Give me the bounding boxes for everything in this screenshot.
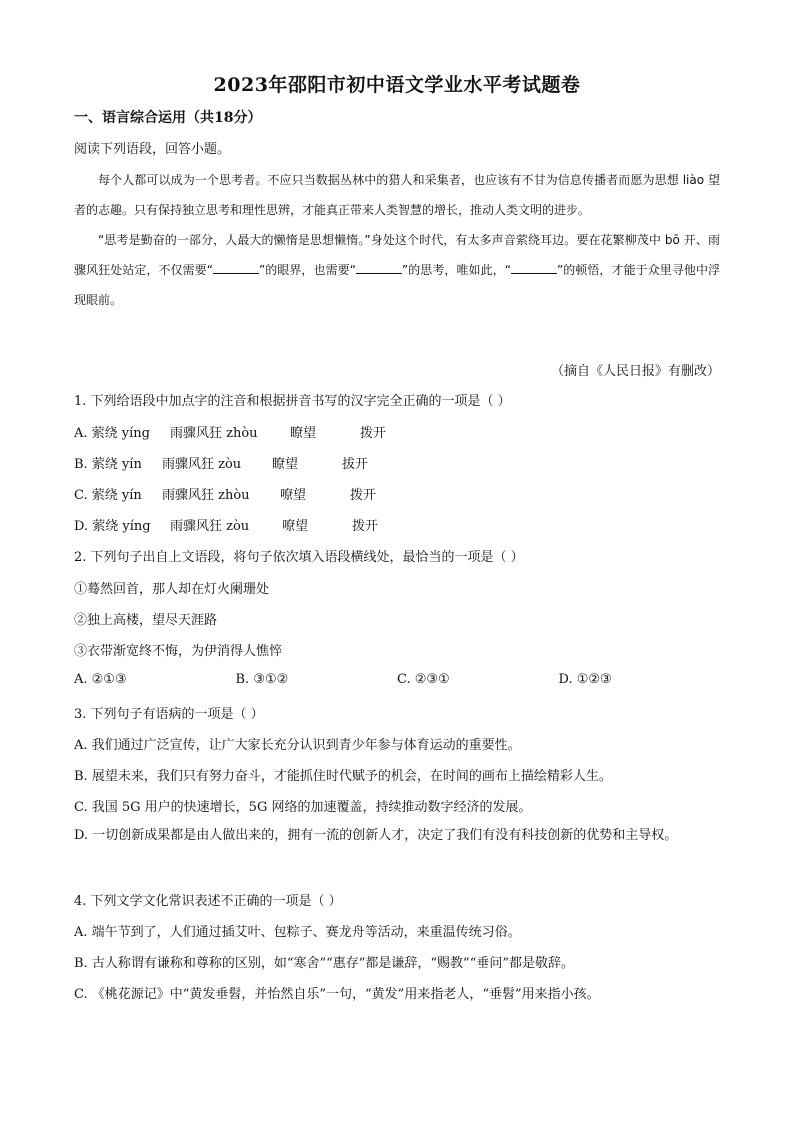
question-4-option-b: B. 古人称谓有谦称和尊称的区别，如“寒舍”“惠存”都是谦辞，“赐教”“垂问”都是敬辞。 xyxy=(74,956,574,971)
blank-line xyxy=(213,261,259,274)
option-c: C. ②③① xyxy=(397,672,450,687)
question-3-option-b: B. 展望未来，我们只有努力奋斗，才能抓住时代赋予的机会，在时间的画布上描绘精彩人生。 xyxy=(74,769,612,784)
question-2-line-3: ③衣带渐宽终不悔，为伊消得人憔悴 xyxy=(74,644,283,659)
question-4-stem: 4. 下列文学文化常识表述不正确的一项是（ ） xyxy=(74,894,342,909)
question-4-option-a: A. 端午节到了，人们通过插艾叶、包粽子、赛龙舟等活动，来重温传统习俗。 xyxy=(74,925,521,940)
page-title: 2023年邵阳市初中语文学业水平考试题卷 xyxy=(213,74,581,96)
option-part: A. 萦绕 yíng xyxy=(74,426,150,441)
blank-line xyxy=(511,261,557,274)
passage-paragraph-1: 每个人都可以成为一个思考者。不应只当数据丛林中的猎人和采集者，也应该有不甘为信息传播者而愿为思想 liào 望者的志趣。只有保持独立思考和理性思辨，才能真正带来人类智慧的增长，推动人类文明的进步。 xyxy=(74,173,720,217)
option-part: 雨骤风狂 zhòu xyxy=(170,426,258,441)
passage-text: ”的眼界，也需要“ xyxy=(258,263,356,277)
option-part: D. 萦绕 yíng xyxy=(74,519,151,534)
option-part: 嘹望 xyxy=(282,519,309,534)
question-3-option-d: D. 一切创新成果都是由人做出来的，拥有一流的创新人才，决定了我们有没有科技创新的优势和主导权。 xyxy=(74,828,678,843)
intro-text: 阅读下列语段，回答小题。 xyxy=(74,142,231,157)
source-citation: （摘自《人民日报》有删改） xyxy=(550,364,720,379)
reading-passage xyxy=(74,165,720,315)
option-part: C. 萦绕 yín xyxy=(74,488,142,503)
question-3-stem: 3. 下列句子有语病的一项是（ ） xyxy=(74,707,264,722)
question-1-option-c xyxy=(74,484,400,503)
question-2-line-2: ②独上高楼，望尽天涯路 xyxy=(74,613,218,628)
option-part: 拨开 xyxy=(352,519,379,534)
question-3-option-c: C. 我国 5G 用户的快速增长，5G 网络的加速覆盖，持续推动数字经济的发展。 xyxy=(74,800,532,815)
option-part: 拨开 xyxy=(360,426,387,441)
passage-paragraph-2 xyxy=(74,225,720,315)
option-a: A. ②①③ xyxy=(74,672,127,687)
option-part: 雨骤风狂 zhòu xyxy=(162,488,250,503)
option-part: 瞭望 xyxy=(272,457,299,472)
option-b: B. ③①② xyxy=(235,672,289,687)
option-part: 雨骤风狂 zòu xyxy=(170,519,250,534)
option-part: B. 萦绕 yín xyxy=(74,457,142,472)
question-1-option-b xyxy=(74,453,392,472)
question-4-option-c: C. 《桃花源记》中“黄发垂髫，并怡然自乐”一句，“黄发”用来指老人，“垂髫”用来指小孩。 xyxy=(74,987,600,1002)
question-2-line-1: ①蓦然回首，那人却在灯火阑珊处 xyxy=(74,582,270,597)
question-2-options xyxy=(74,672,720,687)
section-heading: 一、语言综合运用（共18分） xyxy=(74,110,262,126)
option-part: 雨骤风狂 zòu xyxy=(162,457,242,472)
blank-line xyxy=(356,261,402,274)
option-part: 拔开 xyxy=(342,457,369,472)
passage-text: ”的顿悟，才能于众里寻他中浮现眼前。 xyxy=(74,263,721,307)
question-1-stem: 1. 下列给语段中加点字的注音和根据拼音书写的汉字完全正确的一项是（ ） xyxy=(74,394,511,409)
option-part: 嘹望 xyxy=(280,488,307,503)
passage-text: ”的思考，唯如此，“ xyxy=(401,263,511,277)
option-part: 拨开 xyxy=(350,488,377,503)
passage-text: “思考是勤奋的一部分，人最大的懒惰是思想懒惰。”身处这个时代，有太多声音萦绕耳边。要在花繁柳茂中 bō 开、雨骤风狂处站定，不仅需要“ xyxy=(74,233,720,277)
question-1-option-d xyxy=(74,515,402,534)
option-part: 瞭望 xyxy=(290,426,317,441)
question-1-option-a xyxy=(74,422,410,441)
option-d: D. ①②③ xyxy=(558,672,612,687)
question-2-stem: 2. 下列句子出自上文语段，将句子依次填入语段横线处，最恰当的一项是（ ） xyxy=(74,550,524,565)
question-3-option-a: A. 我们通过广泛宣传，让广大家长充分认识到青少年参与体育运动的重要性。 xyxy=(74,738,521,753)
